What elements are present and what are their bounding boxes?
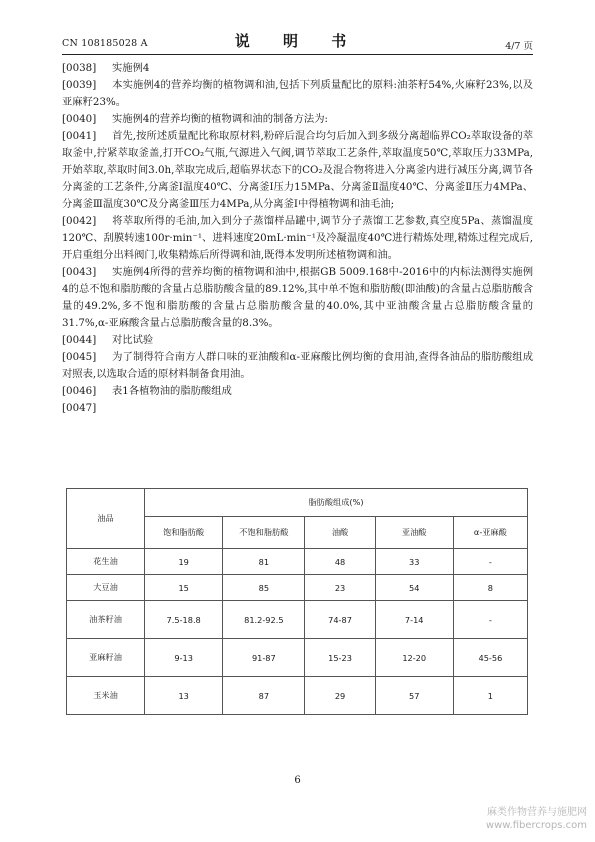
site-watermark [486,806,587,832]
table-cell: 91-87 [223,639,305,677]
paragraph-0039: [0039] 本实施例4的营养均衡的植物调和油,包括下列质量配比的原料:油茶籽54%,火麻籽23%,以及亚麻籽23%。 [62,79,533,108]
column-header: 饱和脂肪酸 [145,517,223,549]
table-cell: 7-14 [375,601,453,639]
watermark-title: 麻类作物营养与施肥网 [487,807,587,818]
paragraph-0040: [0040] 实施例4的营养均衡的植物调和油的制备方法为: [62,113,328,125]
paragraph-0045: [0045] 为了制得符合南方人群口味的亚油酸和α-亚麻酸比例均衡的食用油,查得各油品的脂肪酸组成对照表,以选取合适的原材料制备食用油。 [62,351,533,380]
column-header: 油酸 [305,517,375,549]
table-cell: 7.5-18.8 [145,601,223,639]
table-cell: 81.2-92.5 [223,601,305,639]
paragraph-0046: [0046] 表1各植物油的脂肪酸组成 [62,385,232,397]
column-header: 亚油酸 [375,517,453,549]
document-body [62,60,533,417]
table-cell: 13 [145,677,223,715]
header-divider [62,54,533,55]
table-row [67,575,528,601]
table-cell: 54 [375,575,453,601]
table-cell: 74-87 [305,601,375,639]
paragraph-0038: [0038] 实施例4 [62,62,150,74]
table-cell: 8 [453,575,527,601]
watermark-url: www.fibercrops.com [485,820,587,831]
table-cell: 33 [375,549,453,575]
table-cell: 12-20 [375,639,453,677]
paragraph-0047: [0047] [62,402,97,414]
table-cell: 29 [305,677,375,715]
column-header: 不饱和脂肪酸 [223,517,305,549]
table-cell: 57 [375,677,453,715]
page-indicator: 4/7 页 [505,41,533,52]
page-header [62,30,533,50]
paragraph-0042: [0042] 将萃取所得的毛油,加入到分子蒸馏样品罐中,调节分子蒸馏工艺参数,真空度5Pa、蒸馏温度120℃、刮膜转速100r·min⁻¹、进料速度20mL·min⁻¹及冷凝温度40℃进行精炼处理,精炼过程完成后,开启重组分出料阀门,收集精炼后所得调和油,既得本发明所述植物调和油。 [62,215,533,261]
group-header-cell: 脂肪酸组成(%) [145,489,528,517]
table-cell: - [453,549,527,575]
table-cell: - [453,601,527,639]
document-title: 说 明 书 [234,32,361,50]
table-cell: 19 [145,549,223,575]
oil-name-cell: 花生油 [67,549,145,575]
table-cell: 87 [223,677,305,715]
table-row [67,677,528,715]
table-cell: 81 [223,549,305,575]
table-cell: 23 [305,575,375,601]
paragraph-0043: [0043] 实施例4所得的营养均衡的植物调和油中,根据GB 5009.168中-2016中的内标法测得实施例4的总不饱和脂肪酸的含量占总脂肪酸含量的89.12%,其中单不饱和脂肪酸(即油酸)的含量占总脂肪酸含量的49.2%,多不饱和脂肪酸的含量占总脂肪酸含量的40.0%,其中亚油酸含量占总脂肪酸含量的31.7%,α-亚麻酸含量占总脂肪酸含量的8.3%。 [62,266,533,329]
paragraph-0041: [0041] 首先,按所述质量配比称取原材料,粉碎后混合均匀后加入到多级分离超临界CO₂萃取设备的萃取釜中,拧紧萃取釜盖,打开CO₂气瓶,气源进入气阀,调节萃取工艺条件,萃取温度50℃,萃取压力33MPa,开始萃取,萃取时间3.0h,萃取完成后,超临界状态下的CO₂及混合物将进入分离釜内进行减压分离,调节各分离釜的工艺条件,分离釜Ⅰ温度40℃、分离釜Ⅰ压力15MPa、分离釜Ⅱ温度40℃、分离釜Ⅱ压力4MPa、分离釜Ⅲ温度30℃及分离釜Ⅲ压力4MPa,从分离釜Ⅰ中得植物调和油毛油; [62,130,533,210]
table-cell: 48 [305,549,375,575]
table-cell: 9-13 [145,639,223,677]
oil-name-cell: 油茶籽油 [67,601,145,639]
table-row [67,601,528,639]
table-row [67,549,528,575]
page-number: 6 [294,775,301,786]
oil-name-cell: 亚麻籽油 [67,639,145,677]
fatty-acid-table [66,488,528,715]
paragraph-0044: [0044] 对比试验 [62,334,154,346]
oil-name-cell: 大豆油 [67,575,145,601]
table-row [67,639,528,677]
table-cell: 45-56 [453,639,527,677]
table-cell: 15-23 [305,639,375,677]
table-cell: 85 [223,575,305,601]
table-cell: 1 [453,677,527,715]
patent-number: CN 108185028 A [62,38,148,49]
column-header: α-亚麻酸 [453,517,527,549]
table-cell: 15 [145,575,223,601]
row-header-cell: 油品 [67,489,145,549]
oil-name-cell: 玉米油 [67,677,145,715]
